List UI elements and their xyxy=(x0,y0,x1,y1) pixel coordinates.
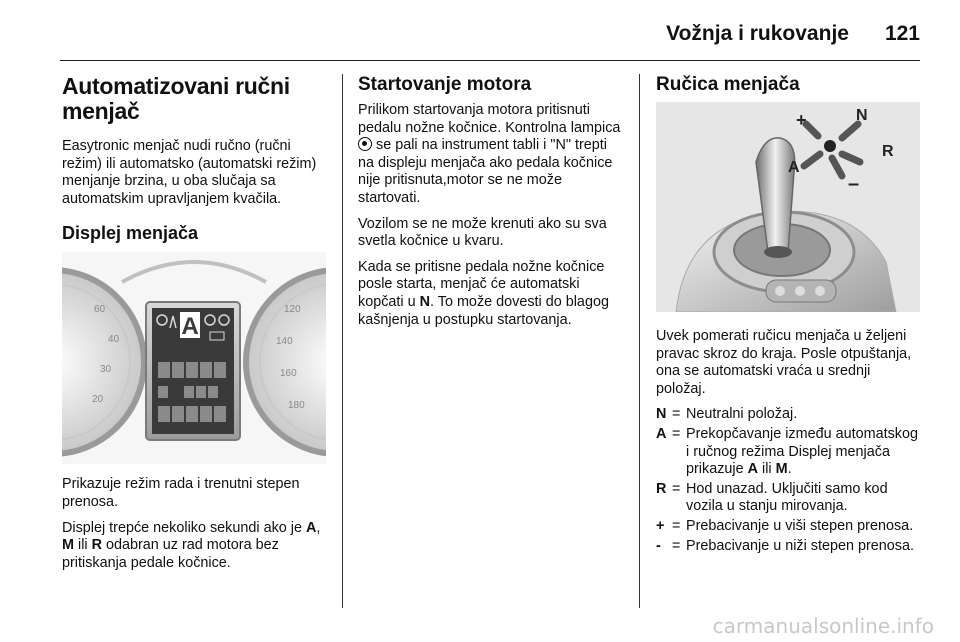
caption-separator: ili xyxy=(74,537,92,554)
neutral-label: N xyxy=(419,293,431,310)
figure-caption-2 xyxy=(62,520,330,573)
definition-row xyxy=(656,518,922,536)
column-3 xyxy=(656,74,922,557)
label-r: R xyxy=(882,143,894,160)
caption-separator: , xyxy=(316,519,321,536)
definition-row xyxy=(656,538,922,556)
column-divider-2 xyxy=(639,74,640,608)
figure-caption-1: Prikazuje režim rada i trenutni stepen prenosa. xyxy=(62,476,300,510)
lever-intro: Uvek pomerati ručicu menjača u željeni pravac skroz do kraja. Posle otpuštanja, ona se automatski vraća u srednji položaj. xyxy=(656,328,912,397)
definition-row xyxy=(656,426,922,479)
gear-lever-illustration xyxy=(656,102,920,312)
gear-lever-figure xyxy=(656,102,920,312)
label-n: N xyxy=(856,107,868,124)
definition-key: A xyxy=(656,425,667,442)
label-plus: + xyxy=(796,110,807,130)
definition-key: + xyxy=(656,517,665,534)
svg-text:180: 180 xyxy=(288,400,305,412)
definition-text: ili xyxy=(758,461,776,478)
column-2 xyxy=(358,74,626,337)
definition-equals: = xyxy=(672,406,681,423)
instrument-cluster-illustration xyxy=(62,252,326,464)
display-letter: A xyxy=(181,313,199,341)
definition-equals: = xyxy=(672,480,681,497)
svg-text:40: 40 xyxy=(108,334,120,346)
label-minus: – xyxy=(848,173,860,195)
definition-value xyxy=(686,426,922,479)
caption-text: Displej trepće nekoliko sekundi ako je xyxy=(62,519,306,536)
subsection-title: Displej menjača xyxy=(62,223,199,244)
definition-equals: = xyxy=(672,537,681,554)
definition-row xyxy=(656,406,922,424)
mode-m-label: M xyxy=(775,461,788,478)
paragraph-text: Kada se pritisne pedala nožne kočnice posle starta, menjač će automatski kopčati u xyxy=(358,258,605,310)
definition-row xyxy=(656,481,922,516)
paragraph-text: . To može dovesti do blagog kašnjenja u postupku startovanja. xyxy=(358,293,609,328)
section-title: Ručica menjača xyxy=(656,74,800,95)
page-header xyxy=(60,14,920,54)
intro-paragraph: Easytronic menjač nudi ručno (ručni režim) ili automatsko (automatski režim) menjanje brzina, u oba slučaja sa automatskim upravljanjem kvačila. xyxy=(62,138,317,207)
section-title: Automatizovani ručni menjač xyxy=(62,73,290,124)
svg-text:20: 20 xyxy=(92,394,104,406)
definition-key: R xyxy=(656,480,667,497)
paragraph-text: Prilikom startovanja motora pritisnuti pedalu nožne kočnice. Kontrolna lampica xyxy=(358,102,621,136)
paragraph-3 xyxy=(358,259,626,329)
definition-value: Hod unazad. Uključiti samo kod vozila u stanju mirovanja. xyxy=(686,480,888,515)
gear-display-figure xyxy=(62,252,326,464)
mode-a-label: A xyxy=(747,461,758,478)
paragraph-text: se pali na instrument tabli i "N" trepti na displeju menjača ako pedala kočnice nije pritisnuta,motor se ne može startovati. xyxy=(358,137,613,206)
label-a: A xyxy=(788,159,800,176)
column-divider-1 xyxy=(342,74,343,608)
definition-value: Neutralni položaj. xyxy=(686,406,798,423)
paragraph-2: Vozilom se ne može krenuti ako su sva svetla kočnice u kvaru. xyxy=(358,215,607,250)
svg-text:140: 140 xyxy=(276,336,293,348)
definition-key: N xyxy=(656,406,667,423)
brake-warning-icon xyxy=(358,137,372,151)
definition-text: . xyxy=(787,461,792,478)
definition-key: - xyxy=(656,537,661,554)
definition-value: Prebacivanje u niži stepen prenosa. xyxy=(686,537,914,554)
chapter-title: Vožnja i rukovanje xyxy=(666,22,849,45)
svg-text:60: 60 xyxy=(94,304,106,316)
svg-text:120: 120 xyxy=(284,304,301,316)
section-title: Startovanje motora xyxy=(358,74,532,95)
svg-text:160: 160 xyxy=(280,368,297,380)
watermark: carmanualsonline.info xyxy=(712,614,934,638)
page-number: 121 xyxy=(884,22,920,45)
header-rule xyxy=(60,60,920,61)
definition-list xyxy=(656,406,922,555)
mode-m-label: M xyxy=(62,537,74,554)
definition-text: Prekopčavanje između automatskog i ručnog režima Displej menjača prikazuje xyxy=(686,425,918,478)
column-1 xyxy=(62,74,330,580)
mode-r-label: R xyxy=(91,537,102,554)
caption-text: odabran uz rad motora bez pritiskanja pedale kočnice. xyxy=(62,537,279,571)
definition-value: Prebacivanje u viši stepen prenosa. xyxy=(686,517,914,534)
mode-a-label: A xyxy=(305,519,317,536)
definition-equals: = xyxy=(672,425,681,442)
paragraph-1 xyxy=(358,102,626,208)
svg-text:30: 30 xyxy=(100,364,112,376)
definition-equals: = xyxy=(672,517,681,534)
